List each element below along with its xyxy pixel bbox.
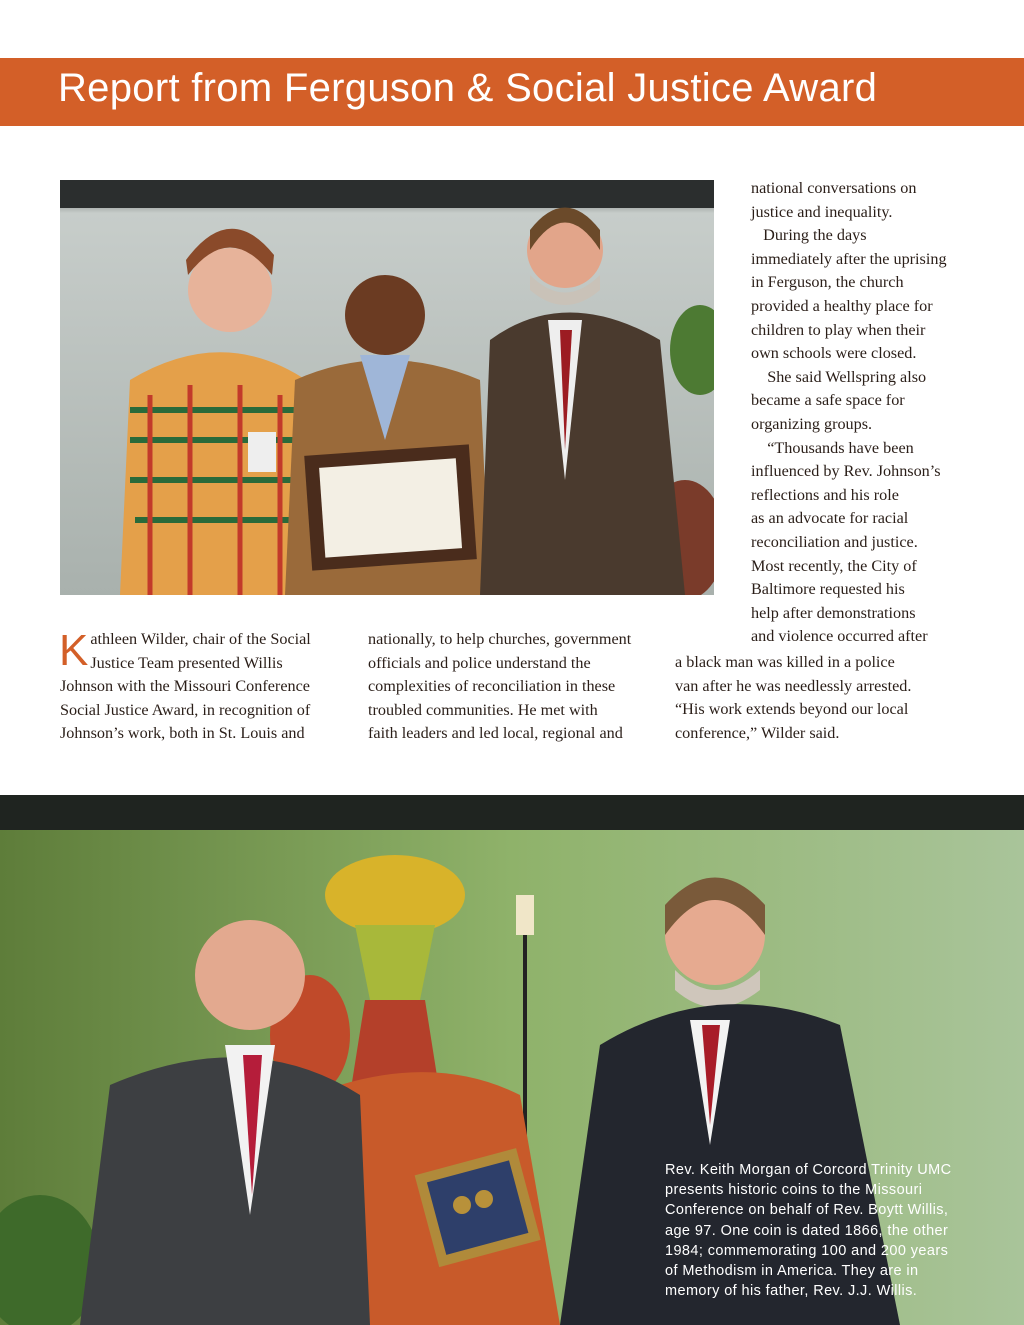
drop-cap: K bbox=[59, 626, 89, 675]
article-column-2 bbox=[368, 628, 663, 746]
caption-line: Rev. Keith Morgan of Corcord Trinity UMC bbox=[665, 1162, 952, 1178]
photo-caption bbox=[665, 1160, 995, 1301]
article-line: as an advocate for racial bbox=[751, 509, 909, 528]
caption-line: Conference on behalf of Rev. Boytt Willis, bbox=[665, 1202, 949, 1219]
article-line: national conversations on bbox=[751, 179, 917, 197]
article-line: athleen Wilder, chair of the Social bbox=[90, 630, 311, 648]
article-line: Baltimore requested his bbox=[751, 580, 905, 599]
article-line: conference,” Wilder said. bbox=[675, 723, 840, 742]
article-line: Social Justice Award, in recognition of bbox=[60, 700, 311, 719]
article-line: faith leaders and led local, regional and bbox=[368, 724, 623, 743]
article-line: influenced by Rev. Johnson’s bbox=[751, 462, 941, 481]
article-line: reconciliation and justice. bbox=[751, 532, 918, 551]
article-column-3-top bbox=[751, 177, 991, 649]
title-banner bbox=[0, 58, 1024, 126]
caption-line: 1984; commemorating 100 and 200 years bbox=[665, 1242, 949, 1259]
article-line: “His work extends beyond our local bbox=[675, 700, 909, 719]
award-presentation-photo bbox=[60, 180, 714, 595]
article-line: own schools were closed. bbox=[751, 344, 917, 363]
article-line: and violence occurred after bbox=[751, 627, 928, 646]
article-line: officials and police understand the bbox=[368, 653, 591, 672]
article-line: immediately after the uprising bbox=[751, 249, 947, 268]
article-line: reflections and his role bbox=[751, 485, 899, 504]
page-title: Report from Ferguson & Social Justice Award bbox=[58, 66, 878, 110]
article-line: Most recently, the City of bbox=[751, 556, 917, 575]
article-column-3-bottom bbox=[675, 651, 975, 745]
article-line: van after he was needlessly arrested. bbox=[675, 676, 912, 695]
caption-line: memory of his father, Rev. J.J. Willis. bbox=[665, 1283, 918, 1300]
caption-line: age 97. One coin is dated 1866, the other bbox=[665, 1222, 949, 1239]
article-line: complexities of reconciliation in these bbox=[368, 677, 616, 696]
article-line: justice and inequality. bbox=[751, 202, 893, 221]
article-line: became a safe space for bbox=[751, 391, 905, 410]
article-line: Johnson with the Missouri Conference bbox=[60, 677, 310, 696]
article-line: During the days bbox=[751, 226, 867, 245]
article-column-1 bbox=[60, 628, 345, 746]
article-line: nationally, to help churches, government bbox=[368, 630, 632, 648]
article-line: a black man was killed in a police bbox=[675, 653, 895, 671]
article-line: help after demonstrations bbox=[751, 603, 916, 622]
article-line: children to play when their bbox=[751, 320, 926, 339]
caption-line: presents historic coins to the Missouri bbox=[665, 1182, 923, 1199]
article-line: Johnson’s work, both in St. Louis and bbox=[60, 724, 305, 743]
article-line: She said Wellspring also bbox=[751, 367, 927, 386]
article-line: Justice Team presented Willis bbox=[90, 653, 283, 672]
article-line: provided a healthy place for bbox=[751, 296, 933, 315]
article-line: troubled communities. He met with bbox=[368, 700, 598, 719]
article-line: organizing groups. bbox=[751, 414, 873, 433]
article-line: “Thousands have been bbox=[751, 438, 914, 457]
caption-line: of Methodism in America. They are in bbox=[665, 1263, 919, 1280]
article-line: in Ferguson, the church bbox=[751, 273, 904, 292]
